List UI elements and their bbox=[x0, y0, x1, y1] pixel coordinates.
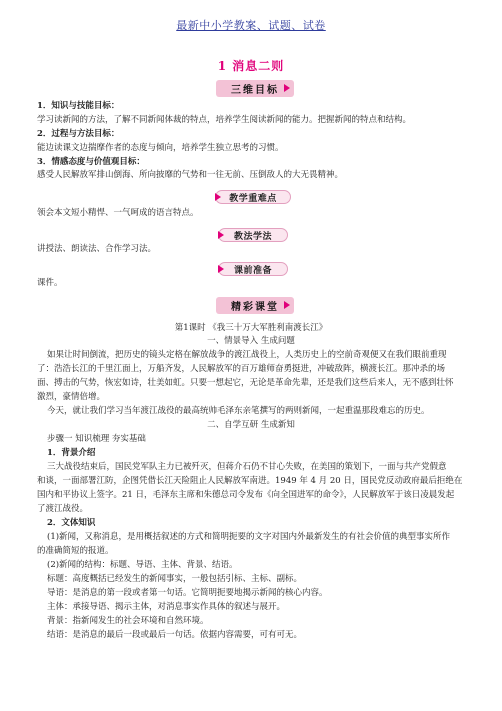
header-link[interactable]: 最新中小学教案、试题、试卷 bbox=[176, 19, 326, 32]
intro-line: 如果让时间倒流，把历史的镜头定格在解放战争的渡江战役上，人类历史上的空前奇观便又在我们眼前重现 bbox=[47, 350, 447, 360]
genre-line: (2)新闻的结构：标题、导语、主体、背景、结语。 bbox=[47, 560, 238, 570]
background-line: 国内和平协议上签字。21 日，毛泽东主席和朱德总司令发布《向全国进军的命令》，人民解放军于该日凌晨发起 bbox=[37, 490, 455, 500]
goal-2-heading: 2．过程与方法目标： bbox=[37, 129, 120, 139]
goal-2-text: 能边读课文边揣摩作者的态度与倾向，培养学生独立思考的习惯。 bbox=[37, 143, 284, 153]
genre-line: 的准确简短的报道。 bbox=[37, 546, 114, 556]
intro-line: 了：浩浩长江的千里江面上，万船齐发，人民解放军的百万雄师奋勇挺进，冲破敌阵，横渡长江。那冲杀的场 bbox=[37, 364, 446, 374]
genre-heading: 2．文体知识 bbox=[47, 518, 96, 528]
intro-line: 面、搏击的气势，恢宏如诗，壮美如虹。只要一想起它，无论是革命先辈，还是我们这些后来人，无不感到壮怀 bbox=[37, 378, 454, 388]
triangle-arrow-icon bbox=[284, 84, 290, 92]
genre-line: (1)新闻，又称消息，是用概括叙述的方式和简明扼要的文字对国内外最新发生的有社会价值的典型事实所作 bbox=[47, 532, 451, 542]
goal-1-text: 学习读新闻的方法，了解不同新闻体裁的特点，培养学生阅读新闻的能力。把握新闻的特点和结构。 bbox=[37, 115, 412, 125]
methods-text: 讲授法、朗读法、合作学习法。 bbox=[37, 244, 157, 254]
goal-3-text: 感受人民解放军排山倒海、所向披靡的气势和一往无前、压倒敌人的大无畏精神。 bbox=[37, 170, 344, 180]
section-2-heading: 二、自学互研 生成新知 bbox=[207, 420, 295, 430]
triangle-arrow-icon bbox=[218, 231, 224, 239]
period-title: 第1课时 《我三十万大军胜利南渡长江》 bbox=[174, 323, 328, 333]
background-line: 和谈，一面部署江防，企图凭借长江天险阻止人民解放军南进。1949 年 4 月 20 日，国民党反动政府最后拒绝在 bbox=[37, 476, 463, 486]
page-title: 1 消息二则 bbox=[217, 59, 285, 73]
key-points-banner bbox=[215, 190, 291, 204]
section-1-heading: 一、情景导入 生成问题 bbox=[207, 336, 295, 346]
triangle-arrow-icon bbox=[284, 301, 290, 309]
intro-last-line: 今天，就让我们学习当年渡江战役的最高统帅毛泽东亲笔撰写的两则新闻，一起重温那段难忘的历史。 bbox=[47, 406, 430, 416]
preparation-banner bbox=[218, 262, 288, 276]
genre-line: 背景：指新闻发生的社会环境和自然环境。 bbox=[47, 616, 209, 626]
methods-banner bbox=[218, 228, 288, 242]
triangle-arrow-icon bbox=[215, 193, 221, 201]
methods-label: 教法学法 bbox=[233, 231, 272, 242]
class-label: 精彩课堂 bbox=[231, 302, 279, 313]
step-1-heading: 步骤一 知识梳理 夯实基础 bbox=[47, 434, 146, 444]
background-heading: 1．背景介绍 bbox=[47, 448, 96, 458]
goal-1-heading: 1．知识与技能目标： bbox=[37, 101, 120, 111]
three-goals-label: 三维目标 bbox=[231, 85, 279, 96]
genre-line: 导语：是消息的第一段或者第一句话。它简明扼要地揭示新闻的核心内容。 bbox=[47, 588, 328, 598]
genre-line: 标题：高度概括已经发生的新闻事实，一般包括引标、主标、副标。 bbox=[47, 574, 303, 584]
preparation-text: 课件。 bbox=[37, 278, 63, 288]
key-points-label: 教学重难点 bbox=[229, 193, 277, 204]
triangle-arrow-icon bbox=[218, 265, 224, 273]
background-line: 三大战役结束后，国民党军队主力已被歼灭，但蒋介石仍不甘心失败，在美国的策划下，一面与共产党假意 bbox=[47, 462, 447, 472]
class-banner bbox=[216, 297, 294, 314]
goal-3-heading: 3．情感态度与价值观目标： bbox=[37, 157, 145, 167]
preparation-label: 课前准备 bbox=[233, 265, 272, 276]
key-points-text: 领会本文短小精悍、一气呵成的语言特点。 bbox=[37, 208, 199, 218]
genre-line: 主体：承接导语、揭示主体，对消息事实作具体的叙述与展开。 bbox=[47, 602, 286, 612]
genre-line: 结语：是消息的最后一段或最后一句话。依据内容需要，可有可无。 bbox=[47, 630, 303, 640]
background-line: 了渡江战役。 bbox=[37, 504, 89, 514]
three-goals-banner bbox=[216, 80, 294, 97]
intro-line: 激烈，豪情倍增。 bbox=[37, 392, 106, 402]
